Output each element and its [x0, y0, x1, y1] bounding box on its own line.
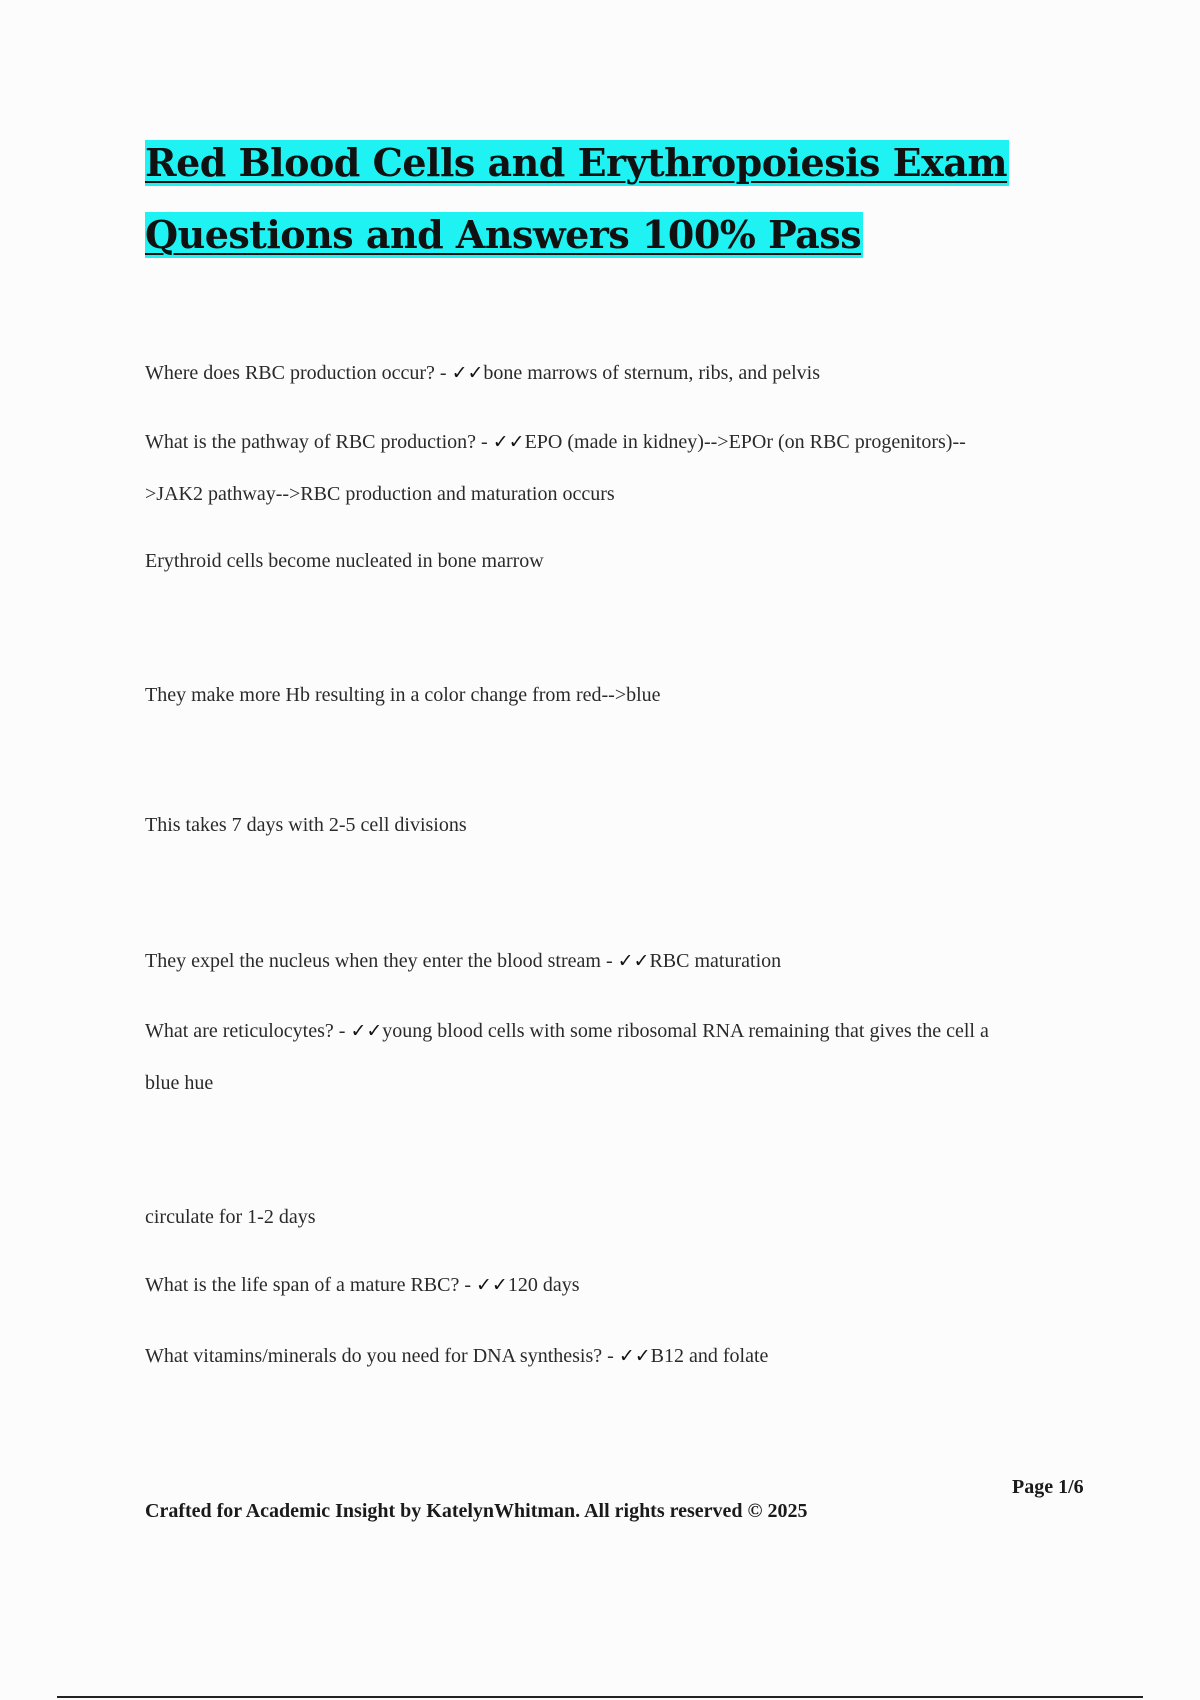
check-icon: ✓✓: [618, 1345, 651, 1367]
question-text: What is the life span of a mature RBC? -: [145, 1274, 477, 1296]
text-line-circulate: [145, 1191, 1075, 1243]
qa-item-life-span: [145, 1259, 1075, 1311]
title-line-1: Red Blood Cells and Erythropoiesis Exam: [145, 140, 1008, 185]
check-icon: ✓✓: [476, 1274, 508, 1296]
question-text: They expel the nucleus when they enter the blood stream -: [145, 950, 618, 972]
footer-copyright: Crafted for Academic Insight by KatelynWhitman. All rights reserved © 2025: [145, 1500, 808, 1522]
check-icon: ✓✓: [350, 1020, 383, 1042]
answer-text: EPO (made in kidney)-->EPOr (on RBC progenitors)--: [524, 431, 966, 453]
qa-item-expel-nucleus: [145, 935, 1075, 987]
answer-text: young blood cells with some ribosomal RNA remaining that gives the cell a: [382, 1020, 989, 1042]
body-text: Erythroid cells become nucleated in bone marrow: [145, 550, 544, 572]
qa-item-rbc-pathway-continued: [145, 468, 1075, 520]
question-text: What is the pathway of RBC production? -: [145, 431, 493, 453]
question-text: What vitamins/minerals do you need for DNA synthesis? -: [145, 1345, 619, 1367]
qa-item-dna-synthesis: [145, 1330, 1075, 1382]
check-icon: ✓✓: [492, 431, 525, 453]
question-text: What are reticulocytes? -: [145, 1020, 351, 1042]
page-bottom-divider: [57, 1696, 1143, 1698]
text-line-hb-color-change: [145, 669, 1075, 721]
text-line-erythroid-nucleated: [145, 535, 1075, 587]
qa-item-reticulocytes-continued: [145, 1057, 1075, 1109]
answer-text-continued: blue hue: [145, 1072, 214, 1094]
answer-text: RBC maturation: [649, 950, 782, 972]
qa-item-reticulocytes: [145, 1005, 1075, 1057]
body-text: This takes 7 days with 2-5 cell divisions: [145, 814, 467, 836]
qa-item-rbc-production-site: [145, 347, 1075, 399]
check-icon: ✓✓: [617, 950, 650, 972]
title-line-2: Questions and Answers 100% Pass: [145, 212, 862, 257]
body-text: They make more Hb resulting in a color change from red-->blue: [145, 684, 661, 706]
qa-item-rbc-pathway: [145, 416, 1075, 468]
answer-text: 120 days: [507, 1274, 580, 1296]
question-text: Where does RBC production occur? -: [145, 362, 452, 384]
answer-text: bone marrows of sternum, ribs, and pelvis: [483, 362, 821, 384]
text-line-seven-days: [145, 799, 1075, 851]
body-text: circulate for 1-2 days: [145, 1206, 316, 1228]
answer-text: B12 and folate: [650, 1345, 769, 1367]
page-number: Page 1/6: [1012, 1476, 1084, 1498]
answer-text-continued: >JAK2 pathway-->RBC production and maturation occurs: [145, 483, 615, 505]
check-icon: ✓✓: [451, 362, 484, 384]
